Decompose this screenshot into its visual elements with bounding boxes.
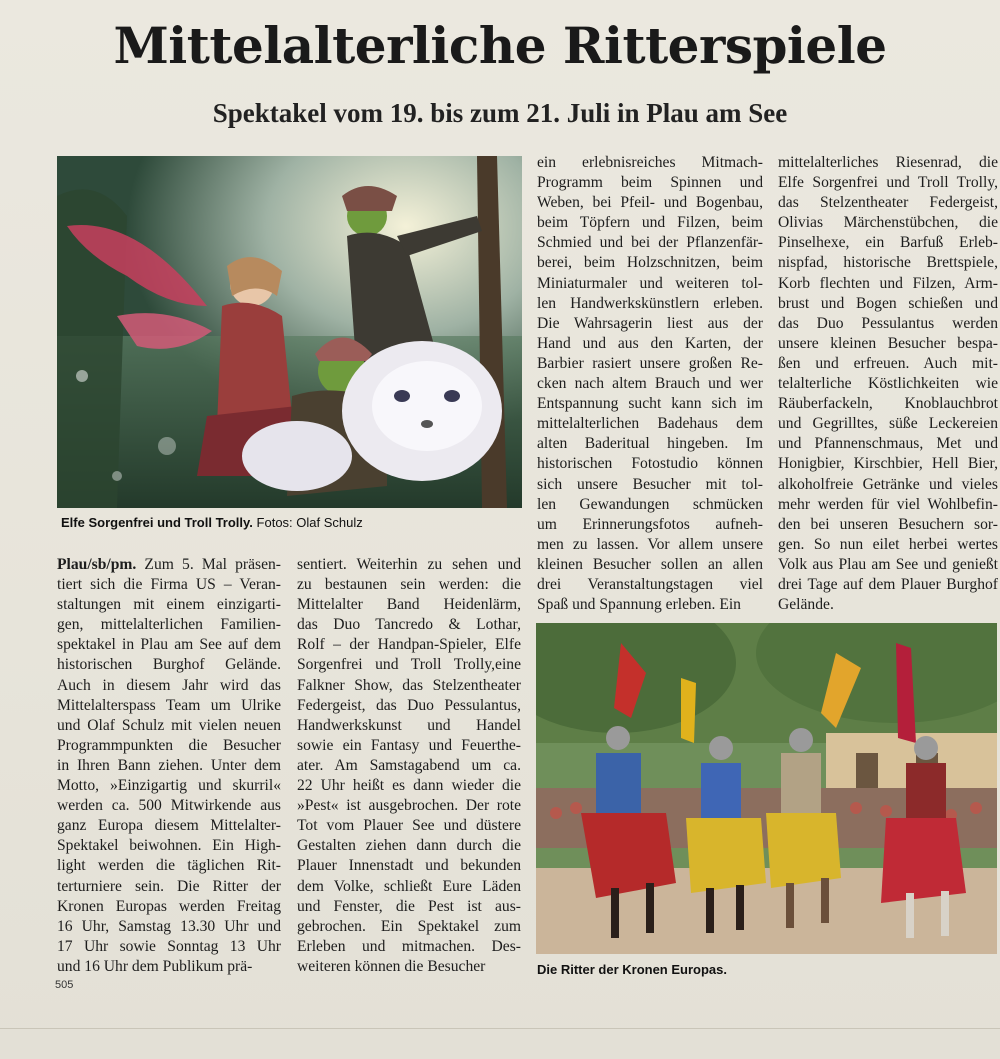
column-2 <box>297 555 521 977</box>
line-text: den bei unseren Besuchern sor- <box>778 515 998 533</box>
line-text: Sorgenfrei und Troll Trolly,eine <box>297 656 521 674</box>
line-text: ater. Am Samstagabend um ca. <box>297 756 521 774</box>
line-text: Mittelalterspass Team um Ulrike <box>57 696 281 714</box>
line-text: und Gegrilltes, süße Leckereien <box>778 415 998 433</box>
line-text: nispfad, historische Brettspiele, <box>778 254 998 272</box>
page-folio: 505 <box>55 979 74 991</box>
line-text: Federgeist, das Duo Pessulantus, <box>297 696 521 714</box>
line-text: drei Veranstaltungstagen viel <box>537 575 763 593</box>
line-text: light werden die täglichen Rit- <box>57 857 281 875</box>
text-line <box>778 253 998 273</box>
text-line <box>297 615 521 635</box>
line-text: Hand und aus den Karten, der <box>537 334 763 352</box>
line-text: ein erlebnisreiches Mitmach- <box>537 154 763 171</box>
line-text: Gelände. <box>778 596 834 614</box>
line-text: Tot vom Plauer See und düstere <box>297 817 521 835</box>
text-line <box>57 696 281 716</box>
line-text: Rolf – der Handpan-Spieler, Elfe <box>297 636 521 654</box>
text-line <box>778 334 998 354</box>
text-line <box>537 274 763 294</box>
text-line <box>297 635 521 655</box>
text-line <box>57 555 281 575</box>
line-text: Zum 5. Mal präsen- <box>136 556 281 573</box>
line-text: und Fenster, die Pest ist aus- <box>297 897 521 915</box>
text-line <box>297 696 521 716</box>
text-line <box>537 334 763 354</box>
text-line <box>57 816 281 836</box>
line-text: len Gewandungen schmücken <box>537 495 763 513</box>
line-text: Erleben und mitmachen. Des- <box>297 937 521 955</box>
knights-photo <box>536 623 997 954</box>
text-line <box>537 253 763 273</box>
line-text: Olivias Märchenstübchen, die <box>778 214 998 232</box>
line-text: Honigbier, Kirschbier, Hell Bier, <box>778 455 998 473</box>
text-line <box>297 776 521 796</box>
text-line <box>778 555 998 575</box>
text-line <box>778 153 998 173</box>
text-line <box>297 917 521 937</box>
line-text: Die Wahrsagerin liest aus der <box>537 314 763 332</box>
line-text: Programmpunkten die Besucher <box>57 736 281 754</box>
text-line <box>297 796 521 816</box>
column-1 <box>57 555 281 977</box>
text-line <box>778 414 998 434</box>
text-line <box>537 314 763 334</box>
text-line <box>537 535 763 555</box>
line-text: sich unsere Besucher mit tol- <box>537 475 763 493</box>
text-line <box>57 957 281 977</box>
text-line <box>778 595 998 615</box>
line-text: historischen Burghof Gelände. <box>57 656 281 674</box>
text-line <box>778 454 998 474</box>
text-line <box>297 736 521 756</box>
line-text: das Duo Pessulantus werden <box>778 314 998 332</box>
text-line <box>57 716 281 736</box>
text-line <box>57 676 281 696</box>
text-line <box>297 756 521 776</box>
line-text: sentiert. Weiterhin zu sehen und <box>297 556 521 573</box>
line-text: »Pest« ist ausgebrochen. Der rote <box>297 797 521 815</box>
line-text: men zu lassen. Vor allem unsere <box>537 535 763 553</box>
column-4 <box>778 153 998 615</box>
dateline: Plau/sb/pm. <box>57 556 137 573</box>
text-line <box>57 917 281 937</box>
line-text: Räuberfackeln, Knoblauchbrot <box>778 395 998 413</box>
text-line <box>297 877 521 897</box>
line-text: telalterliche Köstlichkeiten wie <box>778 375 998 393</box>
text-line <box>778 495 998 515</box>
text-line <box>57 937 281 957</box>
line-text: weiteren können die Besucher <box>297 957 486 975</box>
text-line <box>297 716 521 736</box>
text-line <box>57 877 281 897</box>
text-line <box>297 555 521 575</box>
line-text: das Duo Tancredo & Lothar, <box>297 616 521 634</box>
line-text: Miniaturmaler und weiteren tol- <box>537 274 763 292</box>
line-text: Pinselhexe, ein Barfuß Erleb- <box>778 234 998 252</box>
line-text: staltungen mit einem einzigarti- <box>57 596 281 614</box>
photo-credit: Fotos: Olaf Schulz <box>256 515 363 530</box>
line-text: berei, beim Holzschnitzen, beim <box>537 254 763 272</box>
text-line <box>537 495 763 515</box>
text-line <box>297 595 521 615</box>
text-line <box>537 515 763 535</box>
text-line <box>537 193 763 213</box>
line-text: Motto, »Einzigartig und skurril« <box>57 777 281 795</box>
text-line <box>297 655 521 675</box>
line-text: Programm beim Spinnen und <box>537 174 763 192</box>
headline: Mittelalterliche Ritterspiele <box>113 16 887 75</box>
bottom-rule <box>0 1028 1000 1029</box>
text-line <box>537 354 763 374</box>
text-line <box>537 555 763 575</box>
text-line <box>57 836 281 856</box>
line-text: 17 Uhr sowie Sonntag 13 Uhr <box>57 937 281 955</box>
text-line <box>537 434 763 454</box>
column-3 <box>537 153 763 615</box>
line-text: zu bestaunen sein werden: die <box>297 576 521 594</box>
text-line <box>297 897 521 917</box>
text-line <box>57 595 281 615</box>
text-line <box>778 475 998 495</box>
line-text: alkoholfreie Getränke und vieles <box>778 475 998 493</box>
line-text: gen, mittelalterlichen Familien- <box>57 616 281 634</box>
line-text: ßen und erfreuen. Auch mit- <box>778 354 998 372</box>
line-text: und Olaf Schulz mit vielen neuen <box>57 716 281 734</box>
top-photo-caption <box>61 515 363 530</box>
line-text: 16 Uhr, Samstag 13.30 Uhr und <box>57 917 281 935</box>
text-line <box>57 796 281 816</box>
text-line <box>778 274 998 294</box>
line-text: Handwerkskunst und Handel <box>297 716 521 734</box>
line-text: Falkner Show, das Stelzentheater <box>297 676 521 694</box>
line-text: Kronen Europas werden Freitag <box>57 897 281 915</box>
line-text: beim Töpfern und Filzen, beim <box>537 214 763 232</box>
text-line <box>57 655 281 675</box>
text-line <box>537 294 763 314</box>
text-line <box>537 233 763 253</box>
line-text: und Pfannenschmaus, Met und <box>778 435 998 453</box>
line-text: um Erinnerungsfotos aufneh- <box>537 515 763 533</box>
line-text: Korb flechten und Filzen, Arm- <box>778 274 998 292</box>
text-line <box>57 736 281 756</box>
line-text: Gestalten ziehen dann durch die <box>297 837 521 855</box>
text-line <box>537 454 763 474</box>
text-line <box>537 394 763 414</box>
line-text: Auch in diesem Jahr wird das <box>57 676 281 694</box>
line-text: 22 Uhr heißt es dann wieder die <box>297 777 521 795</box>
line-text: werden ca. 500 Mitwirkende aus <box>57 797 281 815</box>
line-text: Spektakel beiwohnen. Ein High- <box>57 837 281 855</box>
text-line <box>537 153 763 173</box>
text-line <box>537 374 763 394</box>
line-text: Entspannung sucht kann sich im <box>537 395 763 413</box>
line-text: in Ihren Bann ziehen. Unter dem <box>57 756 281 774</box>
line-text: mittelalterlichen Badehaus dem <box>537 415 763 433</box>
line-text: gebrochen. Ein Spektakel zum <box>297 917 521 935</box>
text-line <box>57 756 281 776</box>
line-text: mehr werden für viel Wohlbefin- <box>778 495 998 513</box>
line-text: gen. So nun eilet herbei wertes <box>778 535 998 553</box>
elf-troll-photo <box>57 156 522 508</box>
line-text: Plauer Innenstadt und bekunden <box>297 857 521 875</box>
text-line <box>297 836 521 856</box>
text-line <box>297 856 521 876</box>
line-text: terturniere sein. Die Ritter der <box>57 877 281 895</box>
text-line <box>57 635 281 655</box>
text-line <box>778 515 998 535</box>
line-text: das Stelzentheater Federgeist, <box>778 194 998 212</box>
caption-subject: Elfe Sorgenfrei und Troll Trolly. <box>61 515 253 530</box>
text-line <box>57 856 281 876</box>
text-line <box>297 575 521 595</box>
text-line <box>537 414 763 434</box>
line-text: drei Tage auf dem Plauer Burghof <box>778 575 998 593</box>
text-line <box>537 173 763 193</box>
line-text: Mittelalter Band Heidenlärm, <box>297 596 521 614</box>
text-line <box>778 173 998 193</box>
line-text: Elfe Sorgenfrei und Troll Trolly, <box>778 174 998 192</box>
bottom-photo-caption: Die Ritter der Kronen Europas. <box>537 962 727 977</box>
text-line <box>537 595 763 615</box>
line-text: Schmied und bei der Pflanzenfär- <box>537 234 763 252</box>
line-text: unsere kleinen Besucher bespa- <box>778 334 998 352</box>
line-text: Barbier rasiert unsere großen Re- <box>537 354 763 372</box>
line-text: cken nach altem Brauch und wer <box>537 375 763 393</box>
text-line <box>57 615 281 635</box>
line-text: spektakel in Plau am See auf dem <box>57 636 281 654</box>
line-text: Spaß und Spannung erleben. Ein <box>537 596 741 614</box>
line-text: historischen Fotostudio können <box>537 455 763 473</box>
line-text: alten Baderitual hingeben. Im <box>537 435 763 453</box>
text-line <box>778 233 998 253</box>
text-line <box>537 575 763 595</box>
text-line <box>778 294 998 314</box>
line-text: tiert sich die Firma US – Veran- <box>57 576 281 594</box>
text-line <box>778 193 998 213</box>
text-line <box>57 776 281 796</box>
text-line <box>778 535 998 555</box>
text-line <box>778 354 998 374</box>
line-text: Volk aus Plau am See und genießt <box>778 555 998 573</box>
text-line <box>537 213 763 233</box>
text-line <box>778 434 998 454</box>
text-line <box>778 394 998 414</box>
text-line <box>778 213 998 233</box>
text-line <box>778 575 998 595</box>
text-line <box>778 314 998 334</box>
text-line <box>297 957 521 977</box>
text-line <box>537 475 763 495</box>
line-text: kleinen Besucher sollen an allen <box>537 555 763 573</box>
line-text: brust und Bogen schießen und <box>778 294 998 312</box>
line-text: Weben, bei Pfeil- und Bogenbau, <box>537 194 763 212</box>
text-line <box>57 897 281 917</box>
text-line <box>57 575 281 595</box>
line-text: len Handwerkskünstlern erleben. <box>537 294 763 312</box>
text-line <box>297 816 521 836</box>
line-text: und 16 Uhr dem Publikum prä- <box>57 957 253 975</box>
line-text: ganz Europa diesem Mittelalter- <box>57 817 281 835</box>
line-text: mittelalterliches Riesenrad, die <box>778 154 998 171</box>
subheadline: Spektakel vom 19. bis zum 21. Juli in Plau am See <box>212 98 788 128</box>
text-line <box>778 374 998 394</box>
line-text: dem Volke, schließt Eure Läden <box>297 877 521 895</box>
text-line <box>297 937 521 957</box>
text-line <box>297 676 521 696</box>
line-text: sowie ein Fantasy und Feuerthe- <box>297 736 521 754</box>
